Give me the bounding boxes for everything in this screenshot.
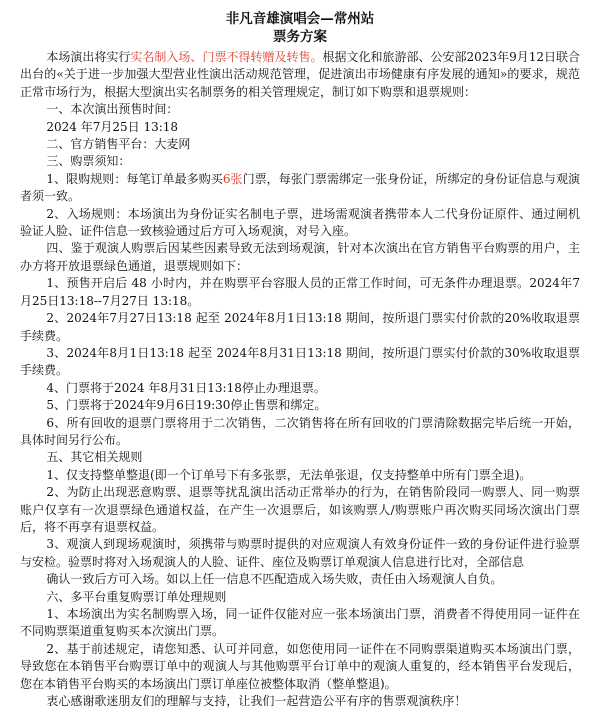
presale-time: 2024 年7月25日 13:18 <box>46 119 179 134</box>
refund-rule-6: 6、所有回收的退票门票将用于二次销售，二次销售将在所有回收的门票清除数据完毕后统一开始，具体时间另行公布。 <box>20 415 580 447</box>
purchase-limit-post: 门票，每张门票需绑定一张身份证，所绑定的身份证信息与观演者须一致。 <box>20 171 580 204</box>
other-rule-1: 1、仅支持整单整退(即一个订单号下有多张票，无法单张退，仅支持整单中所有门票全退)。 <box>46 467 532 482</box>
purchase-limit-highlight: 6张 <box>222 171 243 186</box>
section-3-heading: 三、购票须知： <box>46 154 131 169</box>
refund-rule-2: 2、2024年7月27日13:18 起至 2024年8月1日13:18 期间，按所退门票实付价款的20%收取退票手续费。 <box>20 311 580 343</box>
closing-statement: 衷心感谢歌迷朋友们的理解与支持，让我们一起营造公平有序的售票观演秩序！ <box>46 694 467 709</box>
document-title: 非凡音雄演唱会—常州站 <box>225 11 375 27</box>
other-rule-2: 2、为防止出现恶意购票、退票等扰乱演出活动正常举办的行为，在销售阶段同一购票人、同一购票账户仅享有一次退票绿色通道权益，在产生一次退票后，如该购票人/购票账户再次购买同场次演出门票后，将不再享有退票权益。 <box>20 485 580 534</box>
refund-rule-3: 3、2024年8月1日13:18 起至 2024年8月31日13:18 期间，按所退门票实付价款的30%收取退票手续费。 <box>20 345 580 378</box>
purchase-limit-rule <box>20 171 580 206</box>
section-1-heading: 一、本次演出预售时间： <box>46 102 179 117</box>
refund-rule-4: 4、门票将于2024 年8月31日13:18停止办理退票。 <box>46 380 326 395</box>
duplicate-order-rule-2: 2、基于前述规定，请您知悉、认可并同意，如您使用同一证件在不同购票渠道购买本场演出门票，导致您在本销售平台购票订单中的观演人与其他购票平台订单中的观演人重复的，经本销售平台发现后，您在本销售平台购买的本场演出门票订单座位被整体取消（整单整退)。 <box>20 641 580 691</box>
section-6-heading: 六、多平台重复购票订单处理规则 <box>46 589 227 604</box>
purchase-limit-pre: 1、限购规则：每笔订单最多购买 <box>46 171 223 186</box>
intro-text-post: 根据文化和旅游部、公安部2023年9月12日联合出台的«关于进一步加强大型营业性演出活动规范管理，促进演出市场健康有序发展的通知»的要求，规范正常市场行为，根据大型演出实名制票务的相关管理规定，制订如下购票和退票规则： <box>20 50 580 99</box>
title-block <box>20 10 580 46</box>
section-2-heading: 二、官方销售平台：大麦网 <box>46 137 191 152</box>
section-4-heading: 四、鉴于观演人购票后因某些因素导致无法到场观演，针对本次演出在官方销售平台购票的用户，主办方将开放退票绿色通道，退票规则如下： <box>20 241 580 273</box>
other-rule-3-continued: 确认一致后方可入场。如以上任一信息不匹配造成入场失败，责任由入场观演人自负。 <box>46 572 503 587</box>
duplicate-order-rule-1: 1、本场演出为实名制购票入场，同一证件仅能对应一张本场演出门票，消费者不得使用同一证件在不同购票渠道重复购买本次演出门票。 <box>20 607 580 639</box>
document-subtitle: 票务方案 <box>273 29 327 45</box>
refund-rule-5: 5、门票将于2024年9月6日19:30停止售票和绑定。 <box>46 398 327 413</box>
intro-paragraph <box>20 49 580 101</box>
section-5-heading: 五、其它相关规则 <box>46 450 143 465</box>
intro-highlight: 实名制入场、门票不得转赠及转售。 <box>130 50 323 64</box>
other-rule-3: 3、观演人到现场观演时，须携带与购票时提供的对应观演人有效身份证件一致的身份证件进行验票与安检。验票时将对入场观演人的人脸、证件、座位及购票订单观演人信息进行比对，全部信息 <box>20 537 580 569</box>
intro-text-pre: 本场演出将实行 <box>46 50 131 64</box>
entry-rule: 2、入场规则：本场演出为身份证实名制电子票，进场需观演者携带本人二代身份证原件、通过闸机验证人脸、证件信息一致核验通过后方可入场观演，对号入座。 <box>20 206 580 239</box>
refund-rule-1: 1、预售开启后 48 小时内，并在购票平台容服人员的正常工作时间，可无条件办理退票。2024年7月25日13:18--7月27日 13:18。 <box>20 276 580 308</box>
